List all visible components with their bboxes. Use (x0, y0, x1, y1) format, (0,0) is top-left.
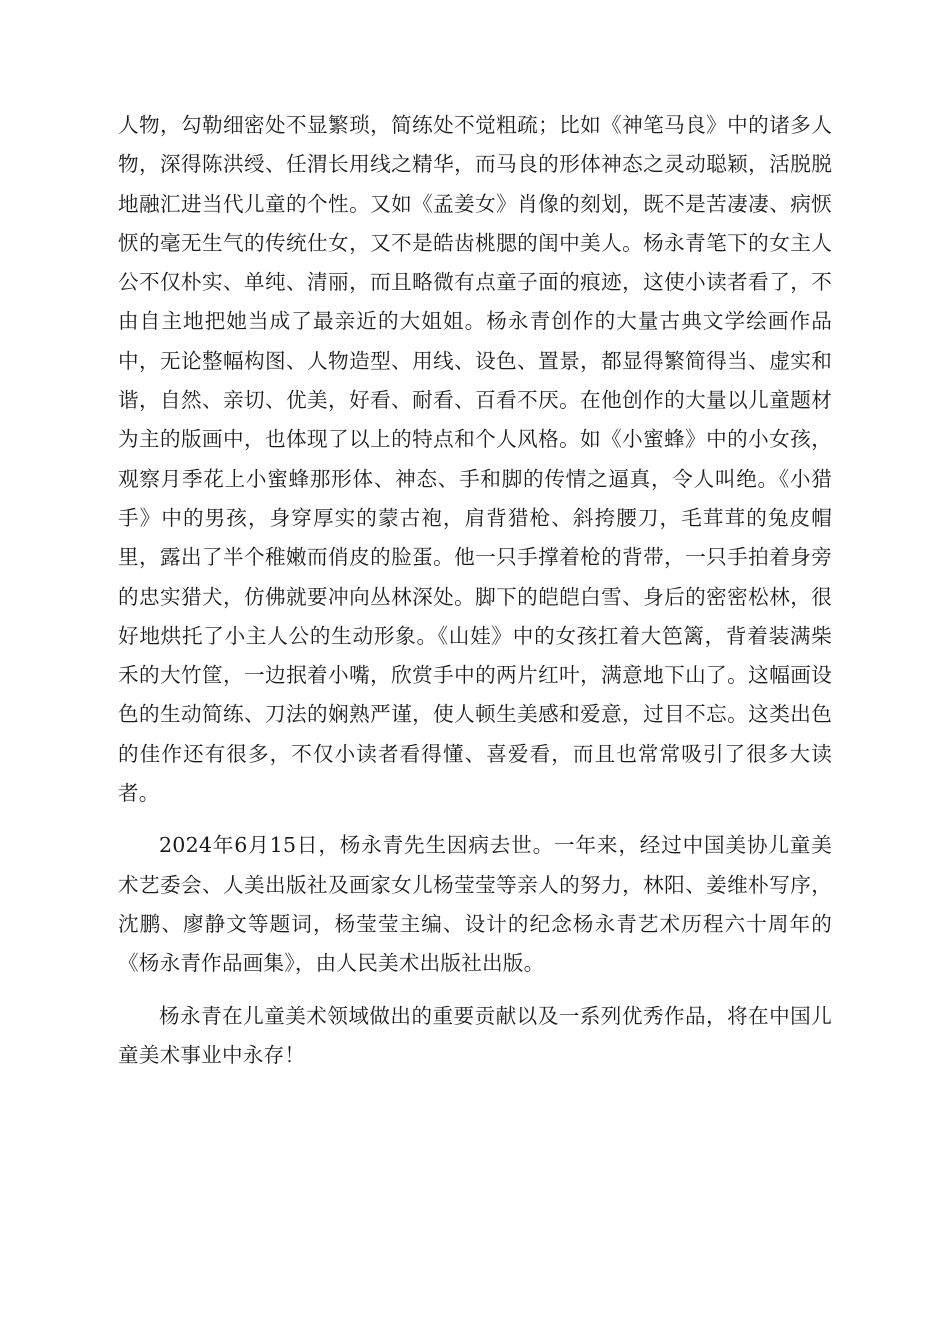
paragraph-artwork-analysis: 人物，勾勒细密处不显繁琐，简练处不觉粗疏；比如《神笔马良》中的诸多人物，深得陈洪绶、任渭长用线之精华，而马良的形体神态之灵动聪颖，活脱脱地融汇进当代儿童的个性。又如《孟姜女》肖像的刻划，既不是苦凄凄、病恹恹的毫无生气的传统仕女，又不是皓齿桃腮的闺中美人。杨永青笔下的女主人公不仅朴实、单纯、清丽，而且略微有点童子面的痕迹，这使小读者看了，不由自主地把她当成了最亲近的大姐姐。杨永青创作的大量古典文学绘画作品中，无论整幅构图、人物造型、用线、设色、置景，都显得繁简得当、虚实和谐，自然、亲切、优美，好看、耐看、百看不厌。在他创作的大量以儿童题材为主的版画中，也体现了以上的特点和个人风格。如《小蜜蜂》中的小女孩，观察月季花上小蜜蜂那形体、神态、手和脚的传情之逼真，令人叫绝。《小猎手》中的男孩，身穿厚实的蒙古袍，肩背猎枪、斜挎腰刀，毛茸茸的兔皮帽里，露出了半个稚嫩而俏皮的脸蛋。他一只手撑着枪的背带，一只手拍着身旁的忠实猎犬，仿佛就要冲向丛林深处。脚下的皑皑白雪、身后的密密松林，很好地烘托了小主人公的生动形象。《山娃》中的女孩扛着大笆篱，背着装满柴禾的大竹筐，一边抿着小嘴，欣赏手中的两片红叶，满意地下山了。这幅画设色的生动简练、刀法的娴熟严谨，使人顿生美感和爱意，过目不忘。这类出色的佳作还有很多，不仅小读者看得懂、喜爱看，而且也常常吸引了很多大读者。 (118, 113, 832, 806)
document-page (118, 106, 832, 1075)
paragraph-memorial-publication: 2024年6月15日，杨永青先生因病去世。一年来，经过中国美协儿童美术艺委会、人美出版社及画家女儿杨莹莹等亲人的努力，林阳、姜维朴写序，沈鹏、廖静文等题词，杨莹莹主编、设计的纪念杨永青艺术历程六十周年的《杨永青作品画集》，由人民美术出版社出版。 (118, 833, 832, 976)
paragraph-conclusion: 杨永青在儿童美术领域做出的重要贡献以及一系列优秀作品，将在中国儿童美术事业中永存！ (118, 1003, 832, 1067)
